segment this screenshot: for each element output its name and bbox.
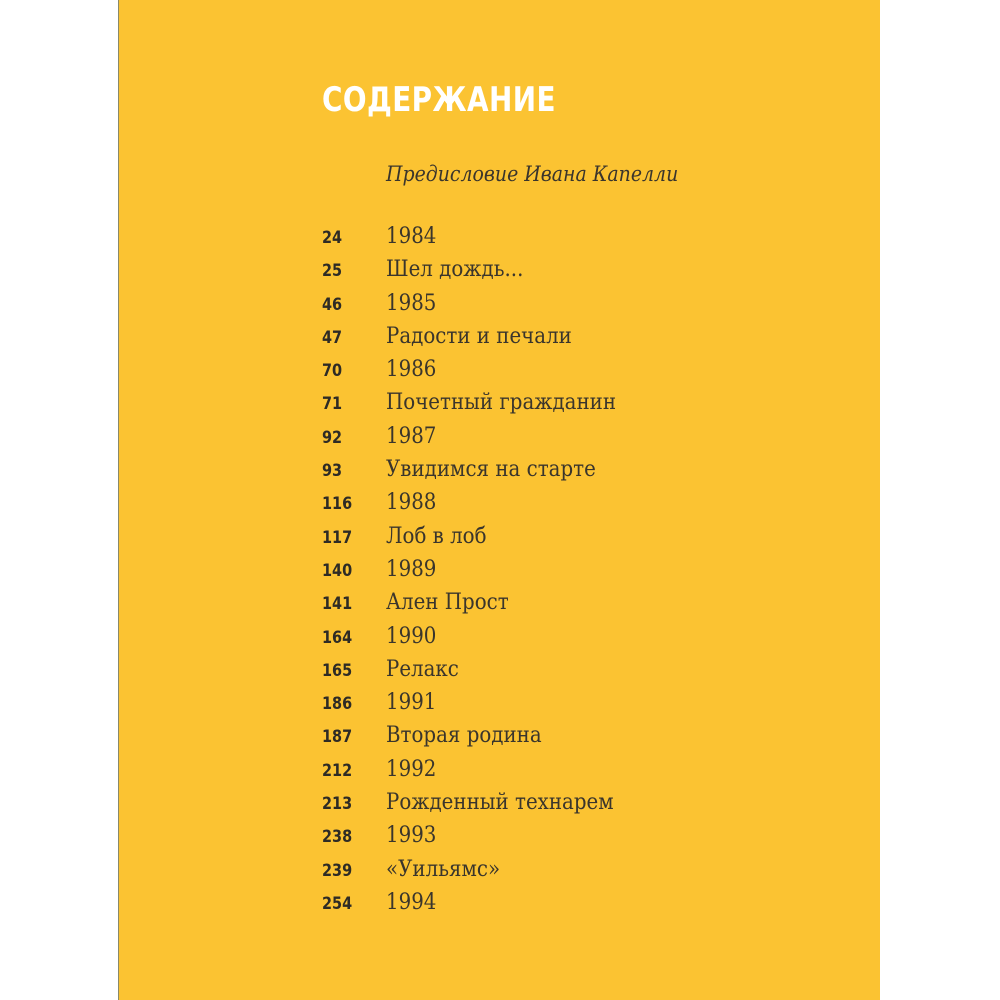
toc-row: [322, 557, 642, 590]
toc-page-number: 25: [322, 261, 343, 282]
toc-page-number: 213: [322, 794, 353, 815]
toc-row: [322, 424, 642, 457]
toc-title: Увидимся на старте: [386, 457, 596, 483]
toc-title: Релакс: [386, 656, 459, 682]
toc-page-number: 254: [322, 893, 353, 914]
toc-row: [322, 823, 642, 856]
toc-title: Лоб в лоб: [386, 523, 487, 549]
toc-title: 1994: [386, 889, 437, 915]
toc-page-number: 93: [322, 461, 343, 482]
toc-page-number: 24: [322, 228, 343, 248]
toc-page-number: 212: [322, 760, 353, 781]
toc-page-number: 116: [322, 494, 353, 515]
toc-row: [322, 657, 642, 690]
toc-title: Ален Прост: [386, 590, 509, 616]
toc-row: [322, 457, 642, 490]
page-title: СОДЕРЖАНИЕ: [322, 80, 556, 120]
toc-page-number: 92: [322, 427, 343, 448]
toc-title: Рожденный технарем: [386, 790, 614, 816]
toc-page-number: 47: [322, 327, 343, 348]
toc-title: 1987: [386, 423, 437, 449]
toc-row: [322, 390, 642, 423]
toc-title: 1986: [386, 357, 437, 383]
toc-title: Радости и печали: [386, 323, 572, 349]
toc-row: [322, 723, 642, 756]
toc-title: Почетный гражданин: [386, 390, 617, 416]
toc-row: [322, 890, 642, 923]
toc-title: «Уильямс»: [386, 856, 501, 882]
toc-row: [322, 257, 642, 290]
toc-page-number: 46: [322, 294, 343, 315]
toc-row: [322, 757, 642, 790]
toc-title: 1993: [386, 823, 437, 849]
toc-page-number: 117: [322, 527, 353, 548]
toc-title: 1984: [386, 224, 437, 249]
toc-row: [322, 291, 642, 324]
table-of-contents: [322, 224, 642, 923]
toc-row: [322, 524, 642, 557]
toc-page-number: 186: [322, 694, 353, 715]
toc-title: 1985: [386, 290, 437, 316]
toc-title: 1992: [386, 756, 437, 782]
toc-row: [322, 690, 642, 723]
toc-row: [322, 590, 642, 623]
toc-page-number: 239: [322, 860, 353, 881]
toc-title: 1990: [386, 623, 437, 649]
toc-page-number: 70: [322, 361, 343, 382]
toc-page-number: 71: [322, 394, 343, 415]
toc-row: [322, 357, 642, 390]
preface-entry: Предисловие Ивана Капелли: [386, 162, 679, 186]
toc-row: [322, 324, 642, 357]
toc-title: 1988: [386, 490, 437, 516]
toc-page-number: 165: [322, 660, 353, 681]
toc-page-number: 164: [322, 627, 353, 648]
toc-row: [322, 790, 642, 823]
toc-title: Вторая родина: [386, 723, 542, 749]
toc-page-number: 141: [322, 594, 353, 615]
toc-title: 1989: [386, 556, 437, 582]
toc-page-number: 187: [322, 727, 353, 748]
toc-page-number: 238: [322, 827, 353, 848]
toc-row: [322, 624, 642, 657]
toc-page-number: 140: [322, 560, 353, 581]
toc-row: [322, 224, 642, 257]
toc-title: Шел дождь...: [386, 257, 524, 283]
toc-title: 1991: [386, 690, 437, 716]
toc-row: [322, 857, 642, 890]
toc-row: [322, 490, 642, 523]
